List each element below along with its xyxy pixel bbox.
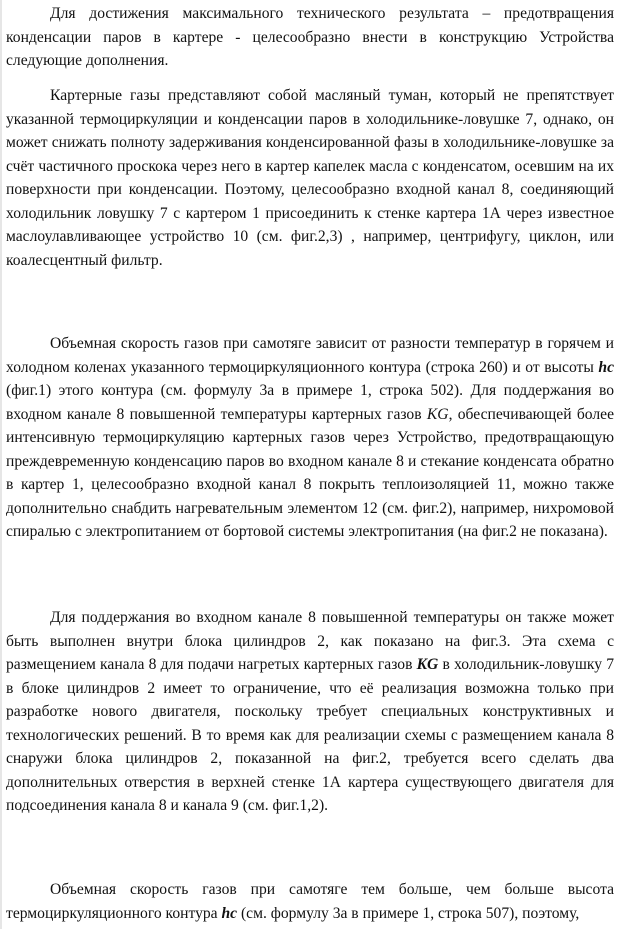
paragraph-3-symbol-hc: hc — [598, 358, 614, 376]
paragraph-5 — [6, 878, 614, 925]
paragraph-4-text-b: в холодильник-ловушку 7 в блоке цилиндров 2 имеет то ограничение, что её реализация возможна только при разработке нового двигателя, поскольку требует специальных конструктивных и технологических решений. В то время как для реализации схемы с размещением канала 8 снаружи блока цилиндров 2, показанной на фиг.2, требуется всего сделать два дополнительных отверстия в верхней стенке 1А картера существующего двигателя для подсоединения канала 8 и канала 9 (см. фиг.1,2). — [6, 656, 614, 814]
paragraph-4-symbol-kg: KG — [416, 656, 439, 673]
paragraph-2-text: Картерные газы представляют собой масляный туман, который не препятствует указанной термоциркуляции и конденсации паров в холодильнике-ловушке 7, однако, он может снижать полноту задерживания конденсированной фазы в холодильнике-ловушке за счёт частичного проскока через него в картер капелек масла с конденсатом, осевшим на их поверхности при конденсации. Поэтому, целесообразно входной канал 8, соединяющий холодильник ловушку 7 с картером 1 присоединить к стенке картера 1А через известное маслоулавливающее устройство 10 (см. фиг.2,3) , например, центрифугу, циклон, или коалесцентный фильтр. — [6, 87, 614, 269]
paragraph-4 — [6, 606, 614, 818]
paragraph-3 — [6, 332, 614, 544]
paragraph-1 — [6, 2, 614, 73]
paragraph-5-text-a: Объемная скорость газов при самотяге тем больше, чем больше высота термоциркуляционного контура — [6, 881, 614, 922]
paragraph-5-symbol-hc: hc — [221, 904, 238, 922]
paragraph-2 — [6, 84, 614, 272]
paragraph-3-text-b: (фиг.1) этого контура (см. формулу 3а в примере 1, строка 502). Для поддержания во входном канале 8 повышенной температуры картерных газов — [6, 382, 614, 423]
paragraph-5-text-b: (см. формулу 3а в примере 1, строка 507), поэтому, — [237, 904, 580, 922]
paragraph-3-text-c: , обеспечивающей более интенсивную термоциркуляцию картерных газов через Устройство, предотвращающую преждевременную конденсацию паров во входном канале 8 и стекание конденсата обратно в картер 1, целесообразно входной канал 8 покрыть теплоизоляцией 11, можно также дополнительно снабдить нагревательным элементом 12 (см. фиг.2), например, нихромовой спиралью с электропитанием от бортовой системы электропитания (на фиг.2 не показана). — [6, 405, 615, 540]
paragraph-3-text-a: Объемная скорость газов при самотяге зависит от разности температур в горячем и холодном коленах указанного термоциркуляционного контура (строка 260) и от высоты — [6, 335, 614, 376]
page-edge-line — [0, 0, 2, 929]
paragraph-4-text-a: Для поддержания во входном канале 8 повышенной температуры он также может быть выполнен внутри блока цилиндров 2, как показано на фиг.3. Эта схема с размещением канала 8 для подачи нагретых картерных газов — [6, 609, 614, 673]
paragraph-1-text: Для достижения максимального технического результата – предотвращения конденсации паров в картере - целесообразно внести в конструкцию Устройства следующие дополнения. — [6, 5, 614, 69]
paragraph-3-symbol-kg: KG — [426, 405, 449, 423]
